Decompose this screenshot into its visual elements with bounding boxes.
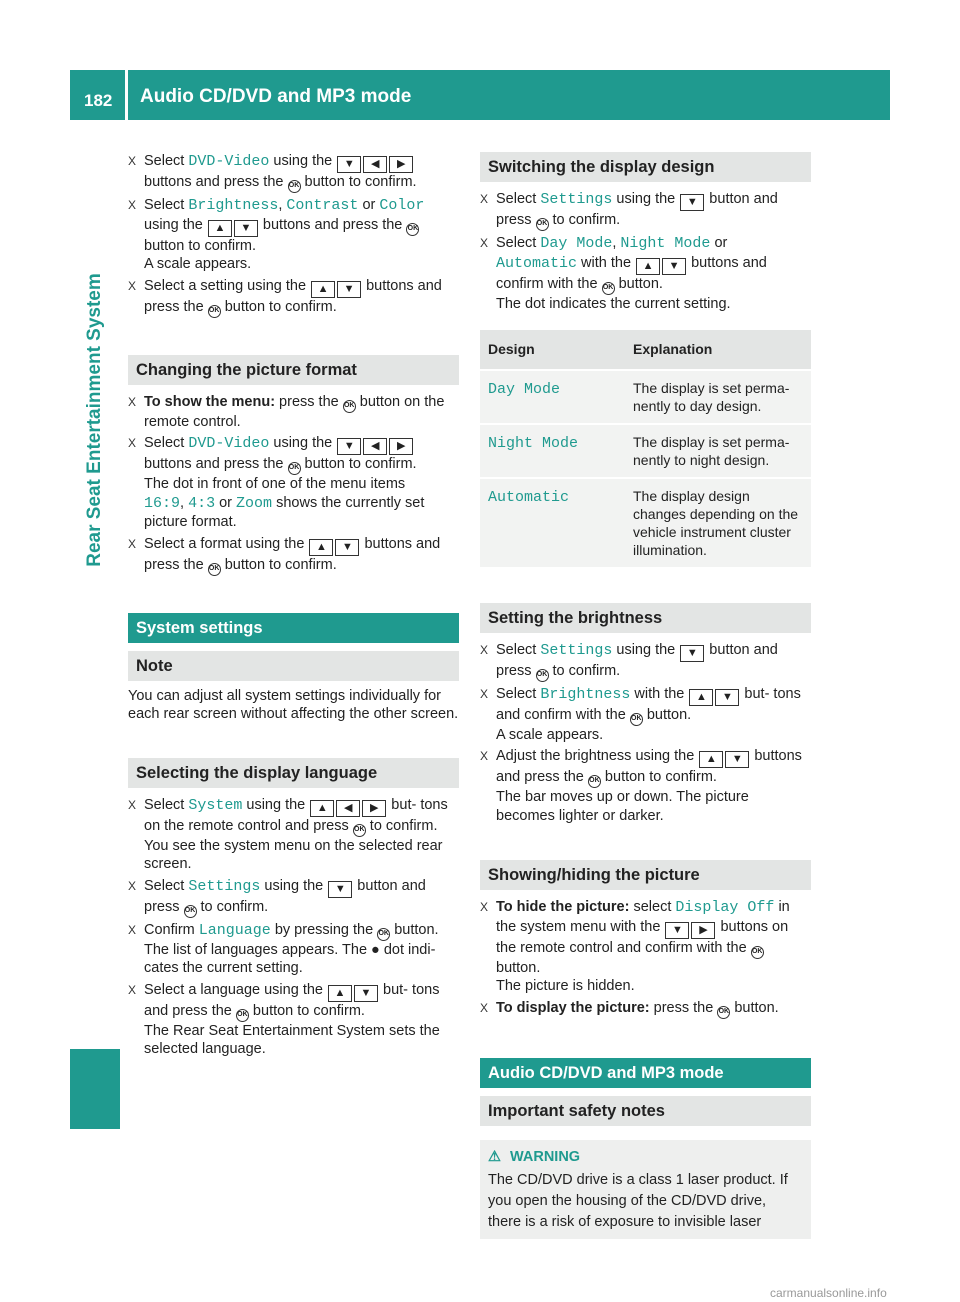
text: buttons and confirm with the [496,254,767,292]
menu-item-system: System [188,796,243,814]
step-br-adjust [480,747,811,825]
text: or [710,235,728,251]
right-column [480,152,811,1239]
section-heading-audio: Audio CD/DVD and MP3 mode [480,1058,811,1088]
down-key-icon: ▼ [335,539,359,556]
text: A scale appears. [144,256,252,272]
menu-item-dvd-video: DVD-Video [188,153,270,170]
text: Select a format using the [144,535,309,552]
step-br-settings [480,641,811,682]
menu-item-night-mode: Night Mode [488,434,579,452]
text: using the [242,796,310,813]
step-lang-confirm [128,921,459,978]
text: The Rear Seat Entertainment System sets the selected language. [144,1022,440,1057]
step-show-menu [128,393,459,432]
text: The list of languages appears. The [144,941,372,958]
down-key-icon: ▼ [680,194,704,211]
step-arrow-icon: X [480,192,489,206]
text: but- tons and press the [144,981,440,1019]
menu-item-day-mode: Day Mode [540,235,613,252]
text: using the [269,435,337,451]
ok-button-icon: OK [406,223,419,236]
text: button and press [496,641,778,679]
table-row [480,423,811,477]
step-arrow-icon: X [128,394,137,409]
menu-item-brightness: Brightness [540,685,631,703]
menu-item-language: Language [198,921,271,939]
up-key-icon: ▲ [689,689,713,706]
text: button. [642,706,692,723]
text: The dot indicates the current setting. [496,295,731,312]
menu-item-settings: Settings [540,641,613,659]
text: button to confirm. [300,174,417,190]
down-key-icon: ▼ [337,438,361,455]
text: using the [612,191,680,207]
sidebar-tab [70,1049,120,1129]
step-arrow-icon: X [128,436,137,450]
ok-button-icon: OK [377,928,390,941]
text: button. [614,275,663,292]
text: Select [144,197,189,213]
ok-button-icon: OK [184,905,197,918]
text: button to confirm. [248,1002,365,1019]
step-show-picture [480,999,811,1019]
right-key-icon: ▶ [691,922,715,939]
text: Select [496,235,541,251]
step-select-setting [128,277,459,318]
table-header-design: Design [480,330,625,369]
text: to confirm. [365,817,438,834]
table-cell-explanation: The display is set perma- nently to day design. [625,369,811,423]
menu-item-color: Color [379,197,425,214]
down-key-icon: ▼ [662,258,686,275]
step-br-brightness [480,685,811,745]
down-key-icon: ▼ [715,689,739,706]
step-arrow-icon: X [480,900,489,914]
text: using the [269,153,337,169]
ok-button-icon: OK [630,713,643,726]
text: to confirm. [548,212,621,228]
ok-button-icon: OK [343,400,356,413]
text: Select [144,877,189,894]
ok-button-icon: OK [588,775,601,788]
ok-button-icon: OK [208,563,221,576]
section-heading-changing-format: Changing the picture format [128,355,459,385]
text: using the [144,216,207,233]
ok-button-icon: OK [717,1006,730,1019]
down-key-icon: ▼ [665,922,689,939]
down-key-icon: ▼ [680,645,704,662]
text: Select a setting using the [144,277,311,294]
text: , [278,197,287,213]
text: buttons and press the [144,535,441,573]
text: Select [144,435,189,451]
ok-button-icon: OK [602,282,615,295]
step-arrow-icon: X [128,797,137,812]
menu-item-4-3: 4:3 [188,494,216,512]
text: , [180,494,189,511]
menu-item-contrast: Contrast [286,197,359,214]
down-key-icon: ▼ [328,881,352,898]
text: using the [260,877,328,894]
text: button. [496,959,541,976]
text: Select [496,641,541,658]
up-key-icon: ▲ [310,800,334,817]
down-key-icon: ▼ [354,985,378,1002]
ok-button-icon: OK [353,824,366,837]
left-key-icon: ◀ [336,800,360,817]
ok-button-icon: OK [536,669,549,682]
down-key-icon: ▼ [337,156,361,173]
text: Adjust the brightness using the [496,748,699,764]
step-arrow-icon: X [480,236,489,250]
step-arrow-icon: X [128,198,137,212]
menu-item-settings: Settings [188,877,261,895]
step-sw-settings [480,190,811,231]
text: button. [390,921,439,938]
ok-button-icon: OK [536,218,549,231]
menu-item-settings: Settings [540,191,613,208]
right-key-icon: ▶ [362,800,386,817]
text: button on the remote control. [144,393,445,430]
text: button to confirm. [144,237,257,254]
table-row [480,369,811,423]
text: The bar moves up or down. The picture becomes lighter or darker. [496,789,749,824]
text: with the [581,254,636,271]
table-header-row [480,330,811,369]
table-cell-design [480,423,625,477]
text: using the [612,641,680,658]
text: or [215,494,237,511]
table-cell-explanation: The display is set perma- nently to night design. [625,423,811,477]
step-lang-system [128,796,459,874]
ok-button-icon: OK [288,180,301,193]
step-select-format [128,535,459,576]
step-arrow-icon: X [128,154,137,168]
up-key-icon: ▲ [311,281,335,298]
step-lang-settings [128,877,459,918]
step-arrow-icon: X [128,278,137,293]
warning-text: The CD/DVD drive is a class 1 laser product. If you open the housing of the CD/DVD drive, there is a risk of exposure to invisible laser [488,1172,788,1230]
warning-triangle-icon: ⚠ [488,1148,501,1165]
text: Select [496,685,541,702]
right-key-icon: ▶ [389,438,413,455]
text: with the [630,685,689,702]
warning-label: WARNING [510,1148,581,1165]
section-heading-show-hide: Showing/hiding the picture [480,860,811,890]
header-separator [125,70,128,120]
table-header-explanation: Explanation [625,330,811,369]
left-column [128,152,459,1062]
menu-item-zoom: Zoom [236,494,273,512]
left-key-icon: ◀ [363,156,387,173]
step-arrow-icon: X [128,922,137,937]
text: Select [144,153,189,169]
design-table [480,330,811,567]
up-key-icon: ▲ [699,751,723,768]
menu-item-dvd-video: DVD-Video [188,435,270,452]
menu-item-16-9: 16:9 [144,494,181,512]
dot-icon: ● [371,941,380,958]
text: shows the currently set picture format. [144,494,425,530]
menu-item-day-mode: Day Mode [488,380,561,398]
text: buttons on the remote control and confirm with the [496,918,789,956]
text: A scale appears. [496,726,604,743]
step-arrow-icon: X [128,982,137,997]
text: to confirm. [196,898,269,915]
text: button to confirm. [220,556,337,573]
note-text: You can adjust all system settings individually for each rear screen without affecting the other screen. [128,687,459,722]
text: buttons and press the [144,456,288,472]
text: You see the system menu on the selected rear screen. [144,837,443,872]
step-hide-picture [480,898,811,996]
section-heading-note: Note [128,651,459,681]
section-heading-switching-design: Switching the display design [480,152,811,182]
ok-button-icon: OK [751,946,764,959]
section-heading-brightness: Setting the brightness [480,603,811,633]
text: buttons and press the [144,174,288,190]
step-arrow-icon: X [480,642,489,657]
up-key-icon: ▲ [328,985,352,1002]
table-cell-explanation: The display design changes depending on the vehicle instrument cluster illumination. [625,477,811,567]
text: Select [144,796,189,813]
menu-item-display-off: Display Off [675,899,775,916]
text: press the [649,999,718,1016]
up-key-icon: ▲ [636,258,660,275]
step-select-brightness [128,196,459,274]
text: button to confirm. [220,298,337,315]
step-lang-select [128,981,459,1059]
page-section-title: Audio CD/DVD and MP3 mode [140,86,412,107]
table-cell-design [480,369,625,423]
sidebar-title-area [70,128,120,712]
down-key-icon: ▼ [337,281,361,298]
step-arrow-icon: X [480,686,489,701]
step-select-dvd-video [128,152,459,193]
warning-title [488,1148,803,1167]
down-key-icon: ▼ [725,751,749,768]
text: select [629,899,676,915]
up-key-icon: ▲ [208,220,232,237]
text: buttons and press the [144,277,442,315]
table-row [480,477,811,567]
section-heading-safety: Important safety notes [480,1096,811,1126]
menu-item-automatic: Automatic [488,488,570,506]
page-number: 182 [84,91,113,110]
text: The dot in front of one of the menu items [144,476,406,492]
text: , [612,235,621,251]
watermark: carmanualsonline.info [770,1286,887,1300]
left-key-icon: ◀ [363,438,387,455]
text: button and press [144,877,426,915]
step-sw-mode [480,234,811,313]
warning-box [480,1140,811,1240]
down-key-icon: ▼ [234,220,258,237]
step-arrow-icon: X [128,878,137,893]
section-heading-display-language: Selecting the display language [128,758,459,788]
step-arrow-icon: X [480,1000,489,1015]
text: button. [730,999,779,1016]
right-key-icon: ▶ [389,156,413,173]
text: or [358,197,380,213]
text: but- tons on the remote control and press [144,796,448,834]
label-show-picture: To display the picture: [496,999,650,1016]
text: button and press [496,191,778,228]
up-key-icon: ▲ [309,539,333,556]
ok-button-icon: OK [208,305,221,318]
step-arrow-icon: X [480,749,489,763]
text: Select [496,191,541,207]
menu-item-night-mode: Night Mode [620,235,711,252]
step-arrow-icon: X [128,536,137,551]
text: buttons and press the [258,216,407,233]
section-heading-system-settings: System settings [128,613,459,643]
text: buttons and press the [496,748,802,785]
table-cell-design [480,477,625,567]
ok-button-icon: OK [288,462,301,475]
text: by pressing the [270,921,378,938]
menu-item-brightness: Brightness [188,197,279,214]
text: Select a language using the [144,981,327,998]
text: but- tons and confirm with the [496,685,801,723]
sidebar-title: Rear Seat Entertainment System [83,273,105,567]
text: The picture is hidden. [496,978,635,994]
label-hide-picture: To hide the picture: [496,899,630,915]
text: in the system menu with the [496,899,790,935]
text: dot indi- cates the current setting. [144,941,436,976]
label-to-show-menu: To show the menu: [144,393,276,410]
text: button to confirm. [600,769,717,785]
ok-button-icon: OK [236,1009,249,1022]
menu-item-automatic: Automatic [496,254,578,272]
text: button to confirm. [300,456,417,472]
text: Confirm [144,921,199,938]
step-format-select [128,434,459,532]
text: press the [275,393,343,410]
text: to confirm. [548,662,621,679]
page-header [70,70,890,120]
